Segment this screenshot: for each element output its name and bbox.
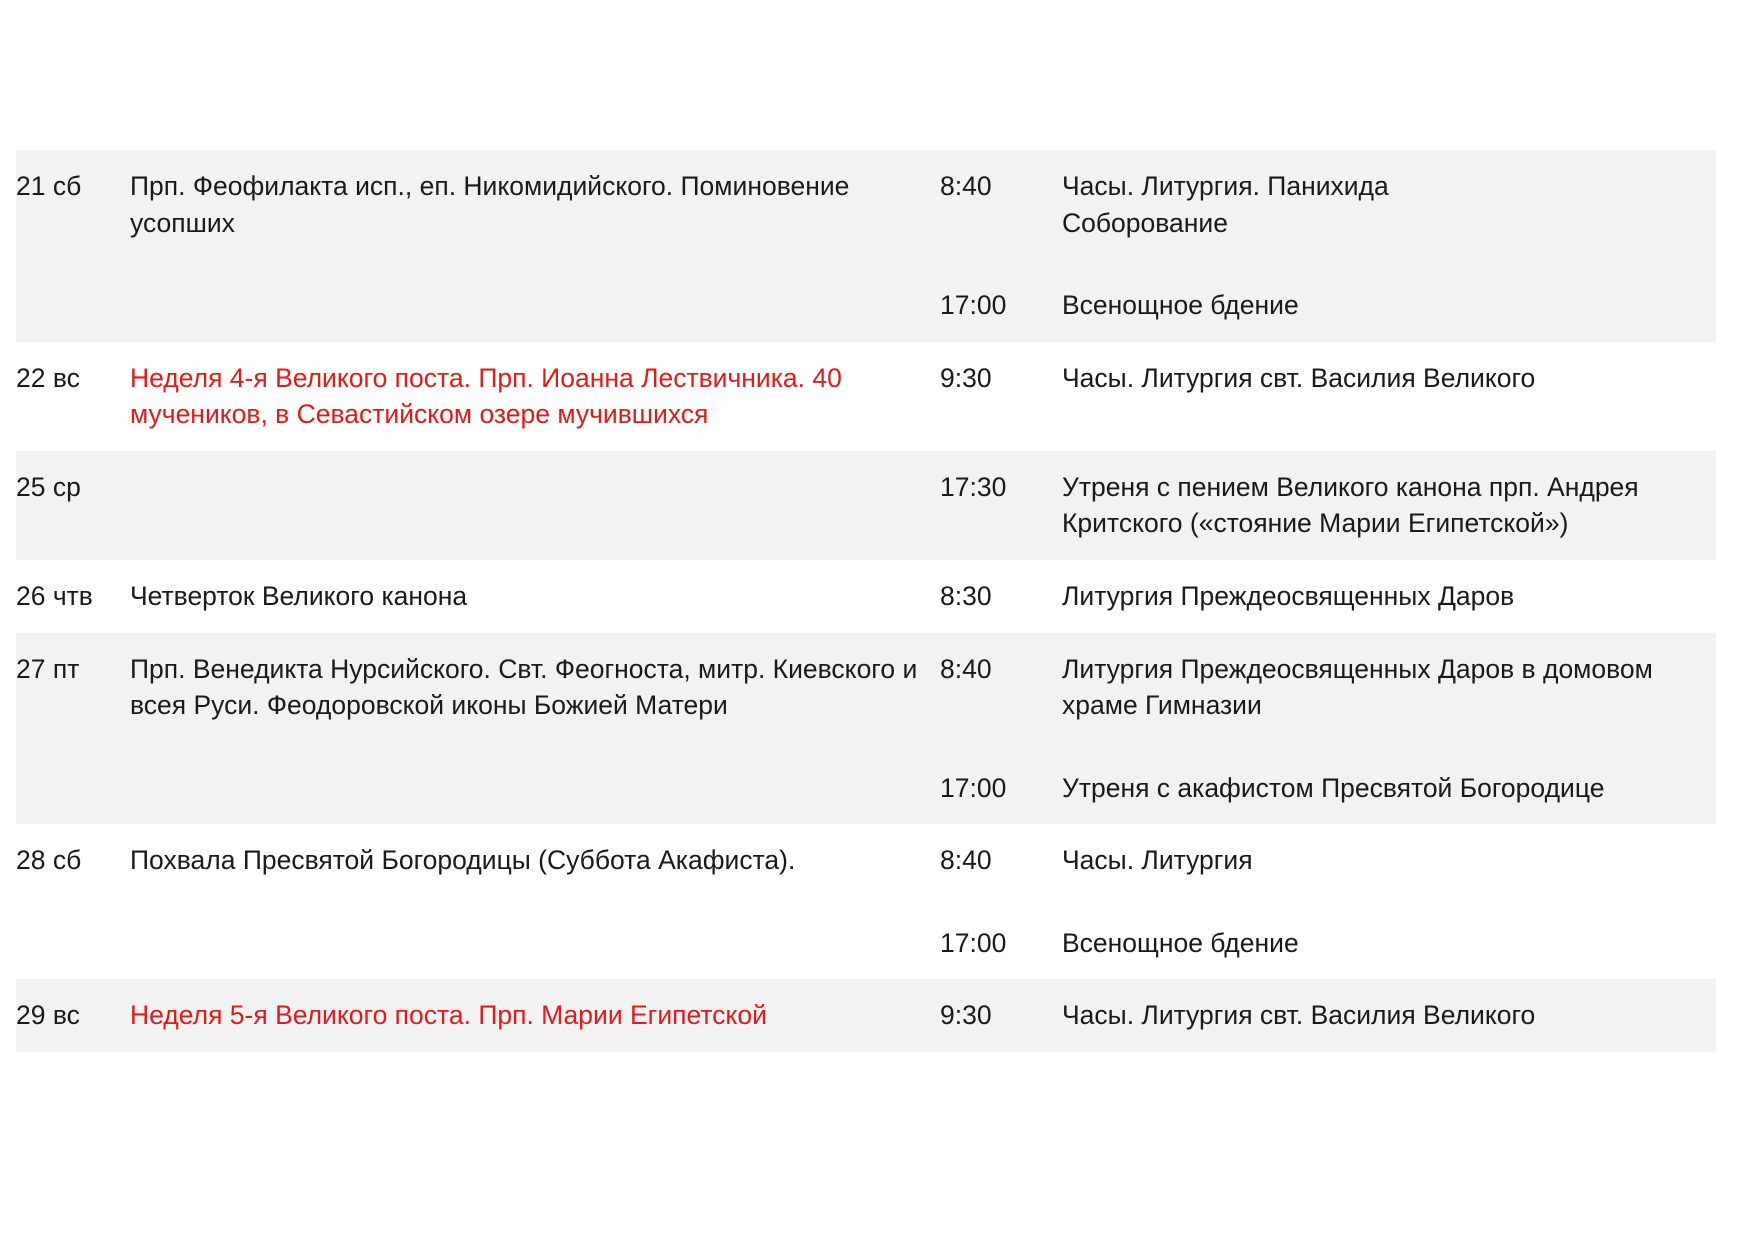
row-commemoration: Четверток Великого канона [130,560,940,633]
service-entry [940,770,1706,807]
service-description-line: Всенощное бдение [1062,290,1299,321]
service-description [1050,287,1706,324]
service-entry [940,360,1706,397]
service-description-line: Часы. Литургия [1062,845,1253,876]
row-commemoration: Похвала Пресвятой Богородицы (Суббота Акафиста). [130,824,940,979]
service-time: 17:00 [940,927,1007,958]
table-row [16,633,1716,825]
row-commemoration: Неделя 4-я Великого поста. Прп. Иоанна Лествичника. 40 мучеников, в Севастийском озере мучившихся [130,342,940,451]
table-row [16,824,1716,979]
service-list [940,842,1706,961]
service-description [1050,925,1706,962]
service-time: 17:00 [940,772,1007,803]
service-list [940,168,1706,324]
service-list [940,997,1706,1034]
row-date: 29 вс [16,979,130,1052]
service-entry [940,578,1706,615]
service-description-line: Литургия Преждеосвященных Даров [1062,580,1515,611]
service-entry [940,651,1706,724]
table-row [16,342,1716,451]
service-description-line: Утреня с акафистом Пресвятой Богородице [1062,772,1605,803]
service-time: 8:30 [940,580,992,611]
service-description [1050,469,1706,542]
row-date: 21 сб [16,150,130,342]
row-services [940,342,1716,451]
table-row [16,560,1716,633]
service-entry [940,168,1706,241]
row-services [940,979,1716,1052]
schedule-body [16,150,1716,1052]
row-commemoration: Неделя 5-я Великого поста. Прп. Марии Египетской [130,979,940,1052]
service-description [1050,360,1706,397]
row-date: 22 вс [16,342,130,451]
service-list [940,578,1706,615]
service-description-line: Утреня с пением Великого канона прп. Андрея Критского («стояние Марии Египетской») [1062,471,1639,539]
table-row [16,979,1716,1052]
service-entry [940,925,1706,962]
table-row [16,150,1716,342]
service-description [1050,651,1706,724]
service-time: 9:30 [940,362,992,393]
row-services [940,451,1716,560]
service-description-line: Всенощное бдение [1062,927,1299,958]
row-date: 27 пт [16,633,130,825]
row-commemoration: Прп. Венедикта Нурсийского. Свт. Феогноста, митр. Киевского и всея Руси. Феодоровской иконы Божией Матери [130,633,940,825]
service-list [940,469,1706,542]
row-date: 26 чтв [16,560,130,633]
service-entry [940,469,1706,542]
service-description-line: Литургия Преждеосвященных Даров в домовом храме Гимназии [1062,653,1653,721]
row-commemoration [130,451,940,560]
service-entry [940,287,1706,324]
row-date: 28 сб [16,824,130,979]
row-date: 25 ср [16,451,130,560]
row-services [940,150,1716,342]
service-description-line: Часы. Литургия свт. Василия Великого [1062,1000,1536,1031]
service-time: 9:30 [940,1000,992,1031]
service-entry [940,997,1706,1034]
table-row [16,451,1716,560]
service-description [1050,997,1706,1034]
row-services [940,633,1716,825]
row-services [940,560,1716,633]
service-description [1050,578,1706,615]
service-list [940,651,1706,807]
service-description [1050,168,1706,241]
service-description-line: Часы. Литургия. Панихида [1062,171,1389,201]
service-time: 8:40 [940,171,992,201]
service-time: 17:00 [940,290,1007,321]
service-entry [940,842,1706,879]
service-description-line: Часы. Литургия свт. Василия Великого [1062,362,1536,393]
row-commemoration: Прп. Феофилакта исп., еп. Никомидийского. Поминовение усопших [130,150,940,342]
service-list [940,360,1706,397]
service-schedule-table [16,150,1716,1052]
service-time: 8:40 [940,653,992,684]
service-description [1050,770,1706,807]
service-time: 17:30 [940,471,1007,502]
service-description [1050,842,1706,879]
row-services [940,824,1716,979]
service-description-line-secondary: Соборование [1062,207,1228,238]
service-time: 8:40 [940,845,992,876]
